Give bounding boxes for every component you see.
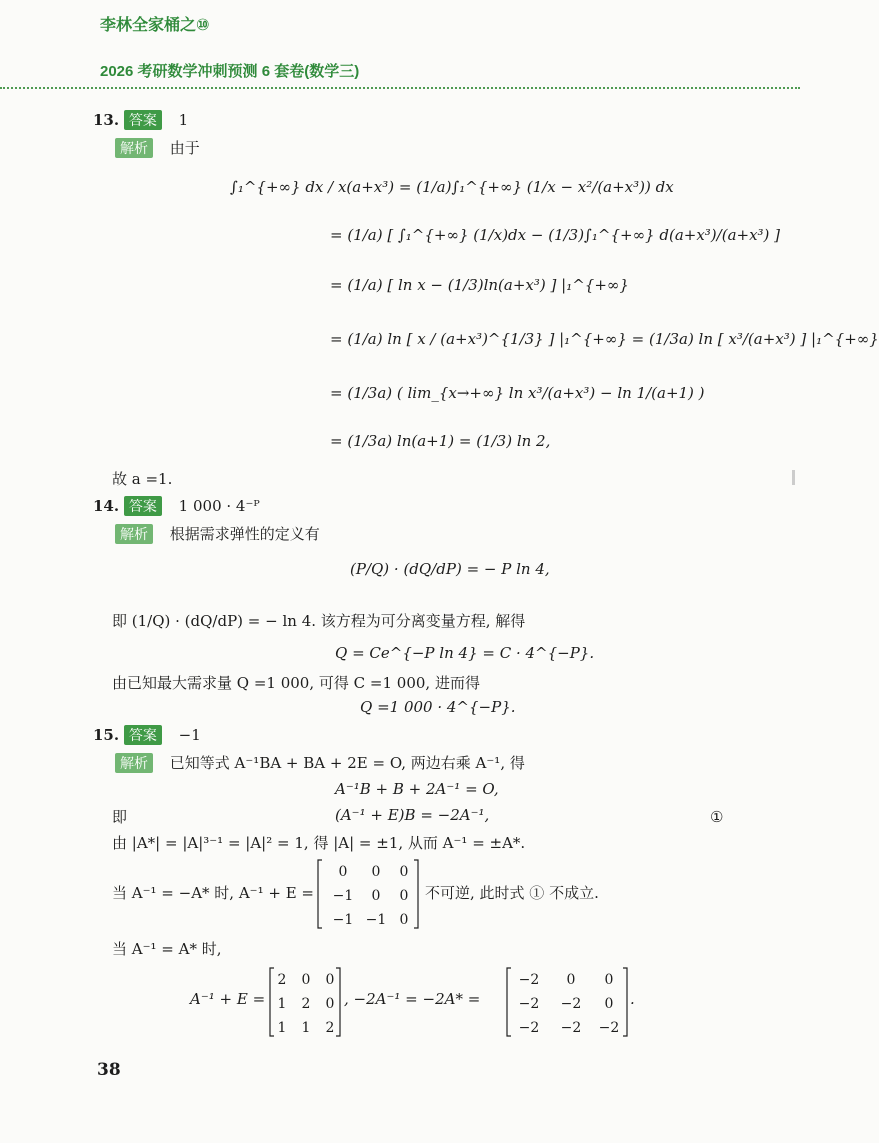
m1-r2c1: −1 [365,912,387,928]
m1-r0c2: 0 [399,864,409,880]
m3-r0c2: 0 [604,972,614,988]
m2-r0c2: 0 [325,972,335,988]
p13-conclusion: 故 a =1. [112,470,173,488]
m2-r0c1: 0 [301,972,311,988]
p13-answer-line [93,110,188,130]
p13-eq1: ∫₁^{+∞} dx / x(a+x³) = (1/a)∫₁^{+∞} (1/x − x²/(a+x³)) dx [230,178,674,196]
m1-r0c0: 0 [338,864,348,880]
header-divider [0,87,800,89]
m3-r1c0: −2 [518,996,540,1012]
matrix-1 [318,858,418,930]
p14-answer: 1 000 · 4⁻ᴾ [178,497,260,515]
p15-eq1: A⁻¹B + B + 2A⁻¹ = O, [335,780,499,798]
p15-number: 15. [93,726,120,744]
p13-number: 13. [93,111,120,129]
p15-end: . [630,990,635,1008]
p14-analysis-tag: 解析 [115,524,153,544]
p13-eq5: = (1/3a) ( lim_{x→+∞} ln x³/(a+x³) − ln 1/(a+1) ) [330,384,705,402]
p14-answer-tag: 答案 [124,496,162,516]
m3-r1c2: 0 [604,996,614,1012]
p14-number: 14. [93,497,120,515]
p15-ji: 即 [112,808,128,826]
m2-r2c1: 1 [301,1020,311,1036]
p15-answer-tag: 答案 [124,725,162,745]
p13-analysis-tag: 解析 [115,138,153,158]
p15-lead: 已知等式 A⁻¹BA + BA + 2E = O, 两边右乘 A⁻¹, 得 [169,754,525,772]
p14-line3: 由已知最大需求量 Q =1 000, 可得 C =1 000, 进而得 [112,674,480,692]
m3-r2c0: −2 [518,1020,540,1036]
m2-r2c2: 2 [325,1020,335,1036]
p14-lead: 根据需求弹性的定义有 [169,525,320,543]
m1-r0c1: 0 [371,864,381,880]
m1-r1c1: 0 [371,888,381,904]
page-number: 38 [97,1060,121,1080]
p15-mid: , −2A⁻¹ = −2A* = [344,990,481,1008]
p13-answer: 1 [178,111,189,129]
m3-r0c1: 0 [566,972,576,988]
m2-r2c0: 1 [277,1020,287,1036]
matrix-2 [270,966,340,1038]
m3-r2c1: −2 [560,1020,582,1036]
p15-case1-tail: 不可逆, 此时式 ① 不成立. [425,884,599,902]
p15-case2: 当 A⁻¹ = A* 时, [112,940,222,958]
p13-analysis-line [115,137,200,158]
p15-eq-marker: ① [710,808,724,826]
p14-eq3: Q =1 000 · 4^{−P}. [360,698,516,716]
p14-analysis-line [115,523,320,544]
p15-lhs: A⁻¹ + E = [190,990,266,1008]
p15-line3: 由 |A*| = |A|³⁻¹ = |A|² = 1, 得 |A| = ±1, 从而 A⁻¹ = ±A*. [112,834,526,852]
p13-lead: 由于 [169,139,200,157]
p14-line2: 即 (1/Q) · (dQ/dP) = − ln 4. 该方程为可分离变量方程, 解得 [112,612,526,630]
p15-analysis-line [115,752,525,773]
m3-r2c2: −2 [598,1020,620,1036]
book-title: 2026 考研数学冲刺预测 6 套卷(数学三) [100,63,360,80]
p14-answer-line [93,496,260,516]
p13-eq6: = (1/3a) ln(a+1) = (1/3) ln 2, [330,432,551,450]
p13-eq4: = (1/a) ln [ x / (a+x³)^{1/3} ] |₁^{+∞} = (1/3a) ln [ x³/(a+x³) ] |₁^{+∞} [330,330,879,348]
m1-r2c0: −1 [332,912,354,928]
matrix-3 [507,966,627,1038]
m1-r1c0: −1 [332,888,354,904]
p14-eq2: Q = Ce^{−P ln 4} = C · 4^{−P}. [335,644,595,662]
m1-r2c2: 0 [399,912,409,928]
m3-r1c1: −2 [560,996,582,1012]
m2-r1c0: 1 [277,996,287,1012]
p15-answer-line [93,725,201,745]
p13-answer-tag: 答案 [124,110,162,130]
m3-r0c0: −2 [518,972,540,988]
series-title: 李林全家桶之⑩ [100,17,210,34]
p15-analysis-tag: 解析 [115,753,153,773]
m2-r1c1: 2 [301,996,311,1012]
page-edge-mark [792,470,795,485]
p15-case1: 当 A⁻¹ = −A* 时, A⁻¹ + E = [112,884,314,902]
p13-eq2: = (1/a) [ ∫₁^{+∞} (1/x)dx − (1/3)∫₁^{+∞} d(a+x³)/(a+x³) ] [330,226,781,244]
p15-eq2: (A⁻¹ + E)B = −2A⁻¹, [335,806,490,824]
m1-r1c2: 0 [399,888,409,904]
p14-eq1: (P/Q) · (dQ/dP) = − P ln 4, [350,560,550,578]
p13-eq3: = (1/a) [ ln x − (1/3)ln(a+x³) ] |₁^{+∞} [330,276,629,294]
p15-answer: −1 [178,726,201,744]
m2-r1c2: 0 [325,996,335,1012]
m2-r0c0: 2 [277,972,287,988]
